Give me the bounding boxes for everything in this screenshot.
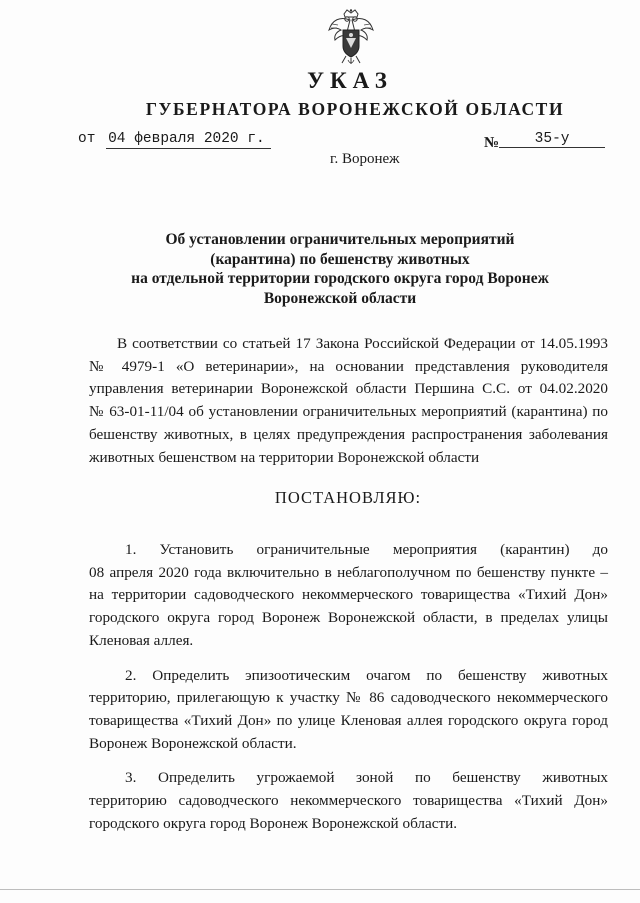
item-line: городского округа город Воронеж Воронежской области, в пределах улицы (89, 609, 608, 627)
item-line: 2. Определить эпизоотическим очагом по бешенству животных (125, 666, 608, 684)
document-title: УКАЗ (307, 68, 393, 93)
preamble-line: управления ветеринарии Воронежской области Першина С.С. от 04.02.2020 (89, 380, 608, 398)
document-issuer: ГУБЕРНАТОРА ВОРОНЕЖСКОЙ ОБЛАСТИ (145, 99, 565, 119)
page-divider (0, 889, 640, 890)
decree-word: ПОСТАНОВЛЯЮ: (274, 488, 422, 507)
date-value: 04 февраля 2020 г. (106, 131, 271, 149)
heading-line: Об установлении ограничительных мероприятий (165, 231, 515, 248)
heading-line: (карантина) по бешенству животных (210, 250, 470, 268)
decree-item-1 (89, 539, 608, 653)
heading-line: на отдельной территории городского округа город Воронеж (131, 270, 549, 287)
item-line: товарищества «Тихий Дон» по улице Кленовая аллея городского округа город (89, 711, 608, 729)
item-line: Воронеж Воронежской области. (89, 734, 297, 752)
item-line: территорию садоводческого некоммерческого товарищества «Тихий Дон» (89, 792, 608, 810)
decree-item-2 (89, 665, 608, 756)
decree-items (89, 539, 608, 847)
item-line: на территории садоводческого некоммерческого товарищества «Тихий Дон» (89, 586, 608, 604)
preamble-line: № 4979-1 «О ветеринарии», на основании представления руководителя (89, 357, 608, 375)
item-line: Кленовая аллея. (89, 631, 194, 649)
number-value: 35-у (499, 131, 605, 148)
coat-of-arms-icon (326, 8, 376, 66)
date-prefix: от (78, 131, 96, 147)
item-line: городского округа город Воронеж Воронежской области. (89, 814, 458, 832)
preamble-line: № 63-01-11/04 об установлении ограничительных мероприятий (карантина) по (89, 403, 608, 421)
item-line: 3. Определить угрожаемой зоной по бешенству животных (125, 769, 608, 787)
preamble-line: бешенству животных, в целях предупреждения распространения заболевания (89, 425, 608, 443)
decree-item-3 (89, 767, 608, 835)
document-city: г. Воронеж (330, 151, 400, 167)
preamble-line: животных бешенством на территории Воронежской области (89, 448, 480, 466)
document-heading (100, 230, 580, 308)
heading-line: Воронежской области (263, 289, 417, 307)
preamble-paragraph (89, 333, 608, 469)
item-line: 08 апреля 2020 года включительно в неблагополучном по бешенству пункте – (89, 563, 608, 581)
number-label: № (484, 135, 500, 151)
document-date (78, 131, 271, 149)
item-line: 1. Установить ограничительные мероприятия (карантин) до (125, 541, 608, 558)
document-number (484, 131, 605, 153)
preamble-line: В соответствии со статьей 17 Закона Российской Федерации от 14.05.1993 (117, 335, 608, 352)
item-line: территорию, прилегающую к участку № 86 садоводческого некоммерческого (89, 689, 608, 707)
